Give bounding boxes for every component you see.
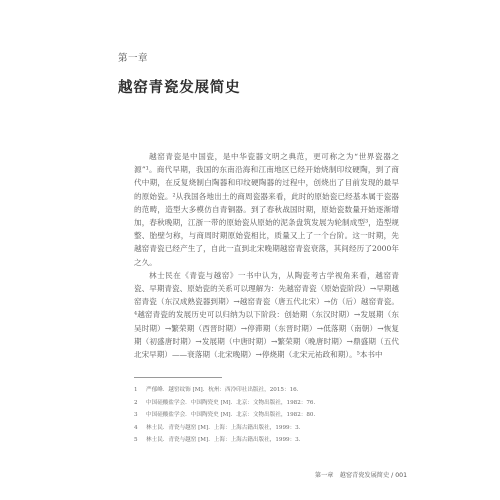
footnote-item [134, 422, 399, 435]
footnote-number: 1 [134, 387, 138, 393]
footnote-number: 2 [134, 399, 138, 406]
running-footer: 第一章 越窑青瓷发展简史 / 001 [314, 472, 407, 479]
footnote-item [134, 384, 399, 397]
footnote-item [134, 434, 399, 447]
footnote-text: 林士民．青瓷与越窑 [M]．上海：上海古籍出版社，1999：3. [146, 424, 301, 431]
body-text [134, 150, 399, 361]
footnotes [134, 384, 399, 447]
footnote-text: 严郁峰．越窑纹饰 [M]．杭州：西泠印社出版社，2015：16. [146, 387, 299, 393]
body-paragraph: 林士民在《青瓷与越窑》一书中认为，从陶瓷考古学视角来看，越窑青瓷、早期青瓷、原始瓷的关系可以理解为：先越窑青瓷（原始瓷阶段）→早期越窑青瓷（东汉成熟瓷器到期）→越窑青瓷（唐五代北宋）→仿（后）越窑青瓷。⁴越窑青瓷的发展历史可以归纳为以下阶段：创始期（东汉时期）→发展期（东吴时期）→繁荣期（西晋时期）→停滞期（东晋时期）→低落期（南朝）→恢复期（初盛唐时期）→发展期（中唐时期）→繁荣期（晚唐时期）→鼎盛期（五代北宋早期）——衰落期（北宋晚期）→停烧期（北宋元祐政和期）。⁵本书中 [134, 270, 399, 360]
footnote-number: 4 [134, 424, 138, 431]
body-paragraph: 越窑青瓷是中国瓷，是中华瓷器文明之典范，更可称之为“世界瓷器之源”¹。商代早期，我国的东南沿海和江南地区已经开始烧制印纹硬陶，到了商代中期，在反复烧制白陶器和印纹硬陶器的过程中，创烧出了目前发现的最早的原始瓷。²从我国各地出土的商周瓷器来看，此时的原始瓷已经基本属于瓷器的范畴，造型大多模仿自青铜器。到了春秋战国时期，原始瓷数量开始逐渐增加，春秋晚期，江浙一带的原始瓷从原始的泥条盘筑发展为轮制成型³，造型规整、胎壁匀称，与商周时期原始瓷相比，质量又上了一个台阶。这一时期，先越窑青瓷已经产生了，自此一直到北宋晚期越窑青瓷衰落，其间经历了2000年之久。 [134, 152, 399, 267]
footnote-text: 中国硅酸盐学会．中国陶瓷史 [M]．北京：文物出版社，1982：80. [146, 412, 316, 419]
footnote-item [134, 409, 399, 422]
chapter-number: 第一章 [118, 53, 149, 64]
footnote-number: 3 [134, 412, 138, 419]
footnote-text: 中国硅酸盐学会．中国陶瓷史 [M]．北京：文物出版社，1982：76. [146, 399, 316, 406]
footnote-divider [134, 377, 222, 378]
footnote-number: 5 [134, 437, 138, 444]
footnote-item [134, 397, 399, 410]
chapter-title: 越窑青瓷发展简史 [118, 80, 241, 96]
footnote-text: 林士民．青瓷与越窑 [M]．上海：上海古籍出版社，1999：3. [146, 437, 301, 444]
